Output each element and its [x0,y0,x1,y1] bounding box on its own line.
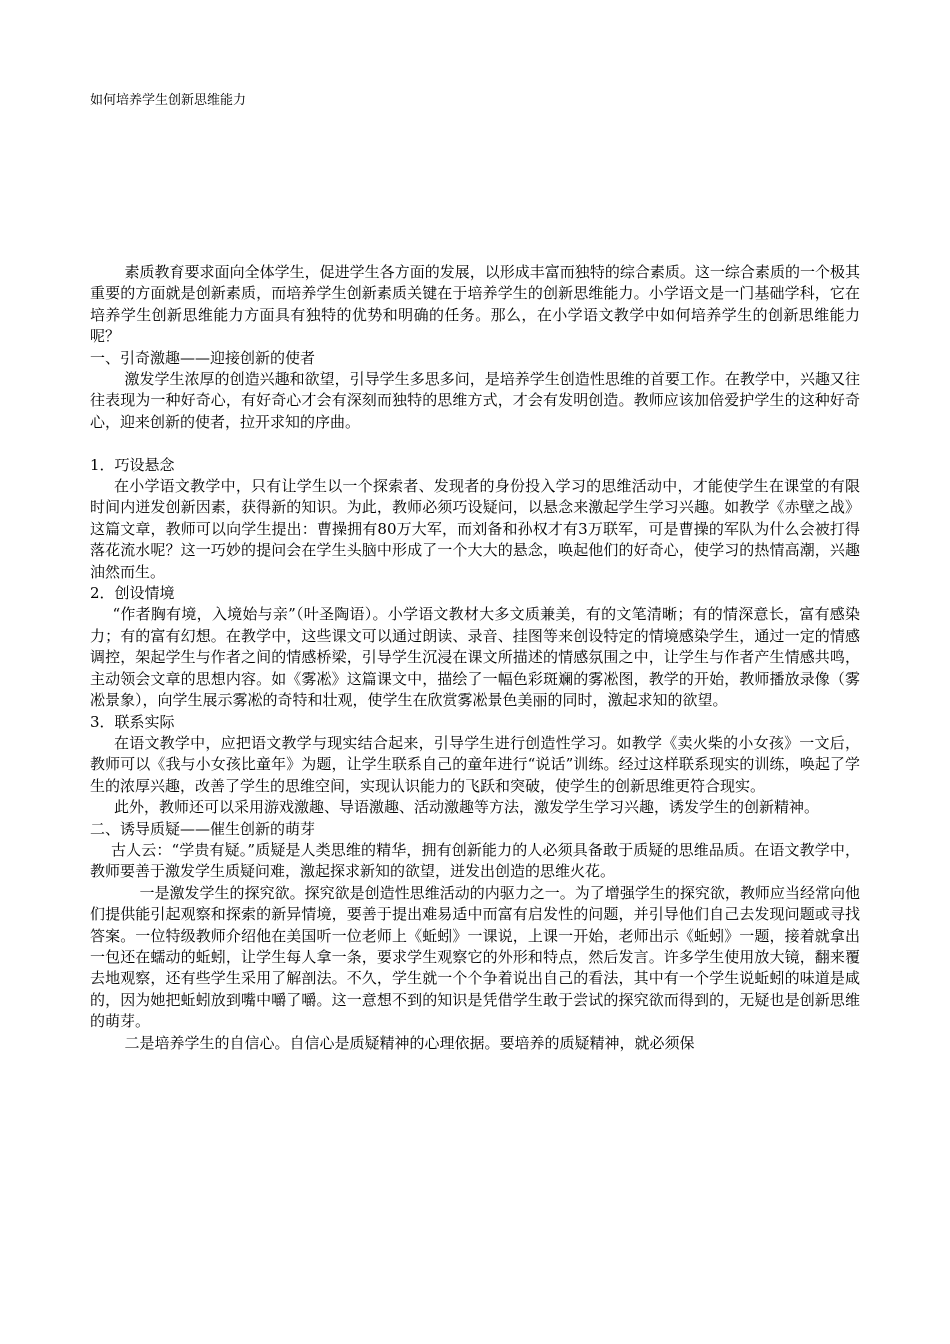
subheading-3: 3．联系实际 [90,712,175,731]
document-title: 如何培养学生创新思维能力 [90,93,247,108]
subsection-3-paragraph: 在语文教学中，应把语文教学与现实结合起来，引导学生进行创造性学习。如教学《卖火柴的小女孩》一文后，教师可以《我与小女孩比童年》为题，让学生联系自己的童年进行“说话”训练。经过这样联系现实的训练，唤起了学生的浓厚兴趣，改善了学生的思维空间，实现认识能力的飞跃和突破，使学生的创新思维更符合现实。 [90,733,860,795]
section-1-paragraph: 激发学生浓厚的创造兴趣和欲望，引导学生多思多问，是培养学生创造性思维的首要工作。在教学中，兴趣又往往表现为一种好奇心，有好奇心才会有深刻而独特的思维方式，才会有发明创造。教师应该加倍爱护学生的这种好奇心，迎来创新的使者，拉开求知的序曲。 [90,370,860,431]
section-2-paragraph: 古人云：“学贵有疑。”质疑是人类思维的精华，拥有创新能力的人必须具备敢于质疑的思维品质。在语文教学中，教师要善于激发学生质疑问难，激起探求新知的欲望，迸发出创造的思维火花。 [90,840,860,881]
subsection-1-paragraph: 在小学语文教学中，只有让学生以一个探索者、发现者的身份投入学习的思维活动中，才能使学生在课堂的有限时间内迸发创新因素，获得新的知识。为此，教师必须巧设疑问，以悬念来激起学生学习兴趣。如教学《赤壁之战》这篇文章，教师可以向学生提出：曹操拥有80万大军，而刘备和孙权才有3万联军，可是曹操的军队为什么会被打得落花流水呢？这一巧妙的提问会在学生头脑中形成了一个大大的悬念，唤起他们的好奇心，使学习的热情高潮，兴趣油然而生。 [90,477,860,581]
document-body [90,262,860,1054]
section-heading-1: 一、引奇激趣——迎接创新的使者 [90,348,316,367]
section-heading-2: 二、诱导质疑——催生创新的萌芽 [90,819,316,838]
blank-line [90,433,860,454]
section-2-point-2-paragraph: 二是培养学生的自信心。自信心是质疑精神的心理依据。要培养的质疑精神，就必须保 [124,1033,695,1052]
subheading-2: 2．创设情境 [90,584,175,603]
subsection-2-paragraph: “作者胸有境，入境始与亲”（叶圣陶语）。小学语文教材大多文质兼美，有的文笔清晰；有的情深意长，富有感染力；有的富有幻想。在教学中，这些课文可以通过朗读、录音、挂图等来创设特定的情境感染学生，通过一定的情感调控，架起学生与作者之间的情感桥梁，引导学生沉浸在课文所描述的情感氛围之中，让学生与作者产生情感共鸣，主动领会文章的思想内容。如《雾凇》这篇课文中，描绘了一幅色彩斑斓的雾凇图，教学的开始，教师播放录像（雾凇景象），向学生展示雾凇的奇特和壮观，使学生在欣赏雾凇景色美丽的同时，激起求知的欲望。 [90,605,860,710]
subsection-3-extra-paragraph: 此外，教师还可以采用游戏激趣、导语激趣、活动激趣等方法，激发学生学习兴趣，诱发学生的创新精神。 [114,798,820,817]
subheading-1: 1．巧设悬念 [90,455,175,474]
section-2-point-1-paragraph: 一是激发学生的探究欲。探究欲是创造性思维活动的内驱力之一。为了增强学生的探究欲，教师应当经常向他们提供能引起观察和探索的新异情境，要善于提出难易适中而富有启发性的问题，并引导他们自己去发现问题或寻找答案。一位特级教师介绍他在美国听一位老师上《蚯蚓》一课说，上课一开始，老师出示《蚯蚓》一题，接着就拿出一包还在蠕动的蚯蚓，让学生每人拿一条，要求学生观察它的外形和特点，然后发言。许多学生使用放大镜，翻来覆去地观察，还有些学生采用了解剖法。不久，学生就一个个争着说出自己的看法，其中有一个学生说蚯蚓的味道是咸的，因为她把蚯蚓放到嘴中嚼了嚼。这一意想不到的知识是凭借学生敢于尝试的探究欲而得到的，无疑也是创新思维的萌芽。 [90,883,860,1031]
intro-paragraph: 素质教育要求面向全体学生，促进学生各方面的发展，以形成丰富而独特的综合素质。这一综合素质的一个极其重要的方面就是创新素质，而培养学生创新素质关键在于培养学生的创新思维能力。小学语文是一门基础学科，它在培养学生创新思维能力方面具有独特的优势和明确的任务。那么，在小学语文教学中如何培养学生的创新思维能力呢？ [90,263,860,346]
document-page [90,0,860,1344]
